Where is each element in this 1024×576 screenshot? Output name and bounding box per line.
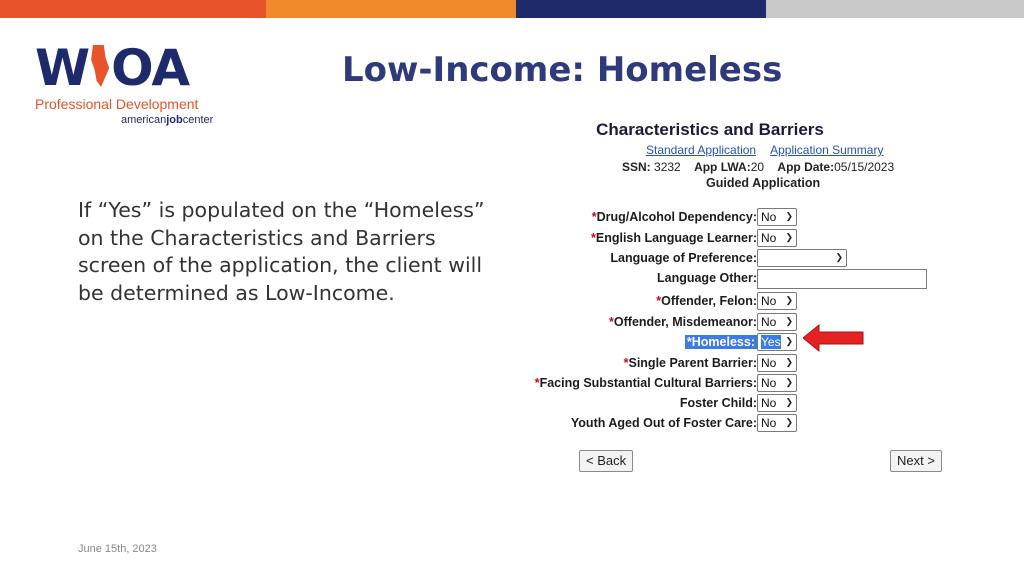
- english-learner-select[interactable]: No ❯: [757, 229, 797, 247]
- field-row-offender-felon: *Offender, Felon: No ❯: [540, 292, 960, 312]
- red-arrow-icon: [803, 324, 865, 352]
- language-other-input[interactable]: [757, 269, 927, 289]
- bar-segment-gray: [766, 0, 1024, 18]
- chevron-down-icon: ❯: [785, 295, 793, 305]
- homeless-select[interactable]: Yes ❯: [757, 333, 797, 351]
- chevron-down-icon: ❯: [785, 417, 793, 427]
- standard-application-link[interactable]: Standard Application: [646, 143, 757, 157]
- logo-mark: W OA: [35, 39, 190, 97]
- field-row-drug-alcohol: *Drug/Alcohol Dependency: No ❯: [540, 208, 960, 228]
- youth-foster-care-select[interactable]: No ❯: [757, 414, 797, 432]
- bar-segment-navy: [516, 0, 766, 18]
- wioa-logo: [35, 39, 235, 126]
- chevron-down-icon: ❯: [785, 357, 793, 367]
- single-parent-select[interactable]: No ❯: [757, 354, 797, 372]
- field-row-youth-foster-care: Youth Aged Out of Foster Care: No ❯: [540, 414, 960, 434]
- field-row-english-learner: *English Language Learner: No ❯: [540, 229, 960, 249]
- field-row-foster-child: Foster Child: No ❯: [540, 394, 960, 414]
- field-row-language-other: Language Other:: [540, 269, 960, 289]
- cultural-barriers-select[interactable]: No ❯: [757, 374, 797, 392]
- field-row-offender-misdemeanor: *Offender, Misdemeanor: No ❯: [540, 313, 960, 333]
- slide-title: Low-Income: Homeless: [342, 50, 783, 90]
- chevron-down-icon: ❯: [785, 336, 793, 346]
- drug-alcohol-select[interactable]: No ❯: [757, 208, 797, 226]
- american-job-center-logo: americanjobcenter: [121, 114, 214, 126]
- logo-subtitle: Professional Development: [35, 96, 199, 112]
- form-meta: SSN: 3232 App LWA:20 App Date:05/15/2023: [622, 160, 895, 174]
- field-row-language-preference: Language of Preference: ❯: [540, 249, 960, 269]
- field-row-single-parent: *Single Parent Barrier: No ❯: [540, 354, 960, 374]
- offender-felon-select[interactable]: No ❯: [757, 292, 797, 310]
- chevron-down-icon: ❯: [785, 232, 793, 242]
- top-color-bar: [0, 0, 1024, 18]
- bar-segment-orange: [266, 0, 516, 18]
- application-summary-link[interactable]: Application Summary: [770, 143, 884, 157]
- illinois-state-icon: [91, 45, 109, 87]
- form-links: [646, 143, 897, 157]
- chevron-down-icon: ❯: [785, 397, 793, 407]
- language-preference-select[interactable]: [757, 249, 847, 267]
- chevron-down-icon: ❯: [835, 252, 843, 262]
- field-row-cultural-barriers: *Facing Substantial Cultural Barriers: No ❯: [540, 374, 960, 394]
- chevron-down-icon: ❯: [785, 316, 793, 326]
- foster-child-select[interactable]: No ❯: [757, 394, 797, 412]
- bar-segment-orange-red: [0, 0, 266, 18]
- field-row-homeless: *Homeless: Yes ❯: [540, 333, 960, 353]
- offender-misdemeanor-select[interactable]: No ❯: [757, 313, 797, 331]
- chevron-down-icon: ❯: [785, 211, 793, 221]
- form-title: Characteristics and Barriers: [596, 120, 824, 139]
- slide-date: June 15th, 2023: [78, 543, 157, 555]
- guided-application-label: Guided Application: [706, 176, 821, 190]
- slide-body-text: If “Yes” is populated on the “Homeless” on the Characteristics and Barriers screen of the application, the client will be determined as Low-Income.: [78, 198, 485, 305]
- back-button[interactable]: < Back: [579, 450, 633, 472]
- next-button[interactable]: Next >: [890, 450, 942, 472]
- chevron-down-icon: ❯: [785, 377, 793, 387]
